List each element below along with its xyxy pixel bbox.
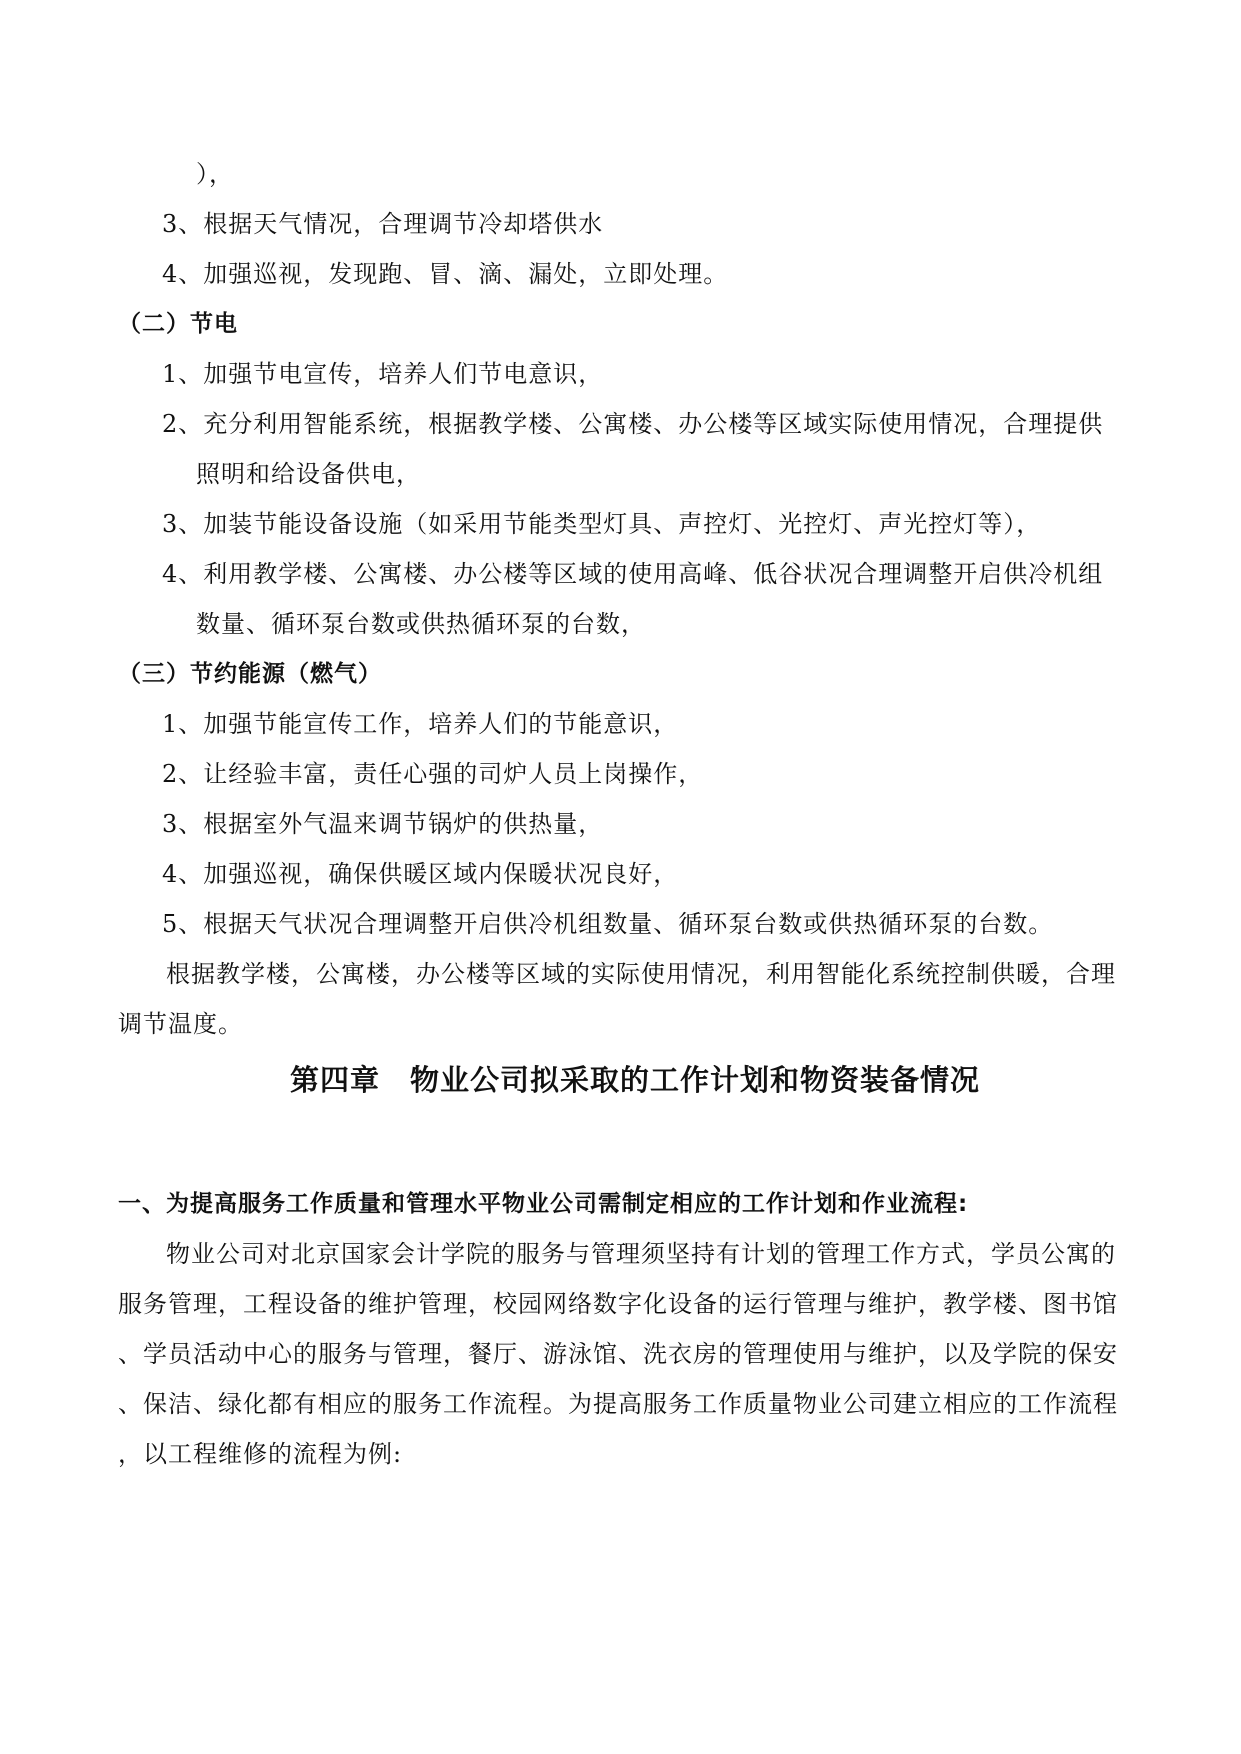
text-line: 根据教学楼，公寓楼，办公楼等区域的实际使用情况，利用智能化系统控制供暖，合理 [166,960,1116,988]
text-line: 3、加装节能设备设施（如采用节能类型灯具、声控灯、光控灯、声光控灯等）， [162,510,1042,538]
text-line: ，以工程维修的流程为例: [118,1440,403,1468]
text-line: 3、根据天气情况，合理调节冷却塔供水 [162,210,604,238]
text-line: 、保洁、绿化都有相应的服务工作流程。为提高服务工作质量物业公司建立相应的工作流程 [118,1390,1118,1418]
text-line: 4、加强巡视，发现跑、冒、滴、漏处，立即处理。 [162,260,729,288]
section-heading: （二）节电 [118,311,238,337]
chapter-title: 第四章 物业公司拟采取的工作计划和物资装备情况 [290,1063,981,1097]
text-line: 3、根据室外气温来调节锅炉的供热量， [162,810,604,838]
text-line: 照明和给设备供电， [196,460,421,488]
text-line: 5、根据天气状况合理调整开启供冷机组数量、循环泵台数或供热循环泵的台数。 [162,910,1054,938]
text-line: 4、利用教学楼、公寓楼、办公楼等区域的使用高峰、低谷状况合理调整开启供冷机组 [162,560,1104,588]
text-line: ）， [196,160,234,188]
text-line: 、学员活动中心的服务与管理，餐厅、游泳馆、洗衣房的管理使用与维护，以及学院的保安 [118,1340,1118,1368]
text-line: 服务管理，工程设备的维护管理，校园网络数字化设备的运行管理与维护，教学楼、图书馆 [118,1290,1118,1318]
text-line: 调节温度。 [118,1010,243,1038]
text-line: 1、加强节能宣传工作，培养人们的节能意识， [162,710,679,738]
text-line: 4、加强巡视，确保供暖区域内保暖状况良好， [162,860,679,888]
text-line: 物业公司对北京国家会计学院的服务与管理须坚持有计划的管理工作方式，学员公寓的 [166,1240,1116,1268]
section-heading: 一、为提高服务工作质量和管理水平物业公司需制定相应的工作计划和作业流程: [118,1191,969,1217]
section-heading: （三）节约能源（燃气） [118,661,382,687]
text-line: 2、充分利用智能系统，根据教学楼、公寓楼、办公楼等区域实际使用情况，合理提供 [162,410,1104,438]
text-line: 2、让经验丰富，责任心强的司炉人员上岗操作， [162,760,704,788]
text-line: 数量、循环泵台数或供热循环泵的台数， [196,610,646,638]
text-line: 1、加强节电宣传，培养人们节电意识， [162,360,604,388]
